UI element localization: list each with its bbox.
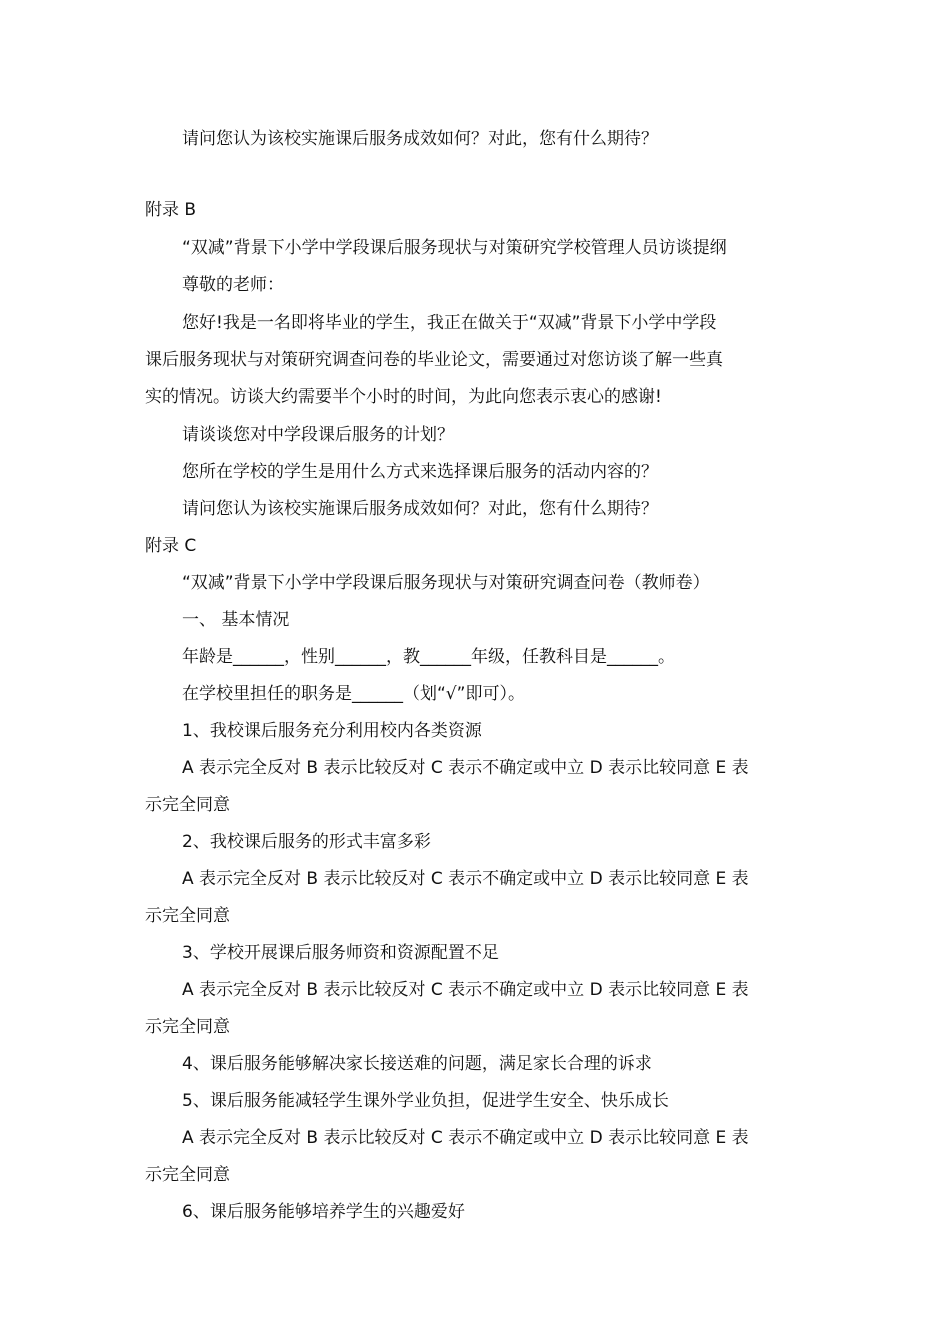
interview-question-3: 请问您认为该校实施课后服务成效如何？对此，您有什么期待？ <box>182 499 658 519</box>
interview-outline-title: “双减”背景下小学中学段课后服务现状与对策研究学校管理人员访谈提纲 <box>182 238 727 258</box>
intro-paragraph-line-3: 实的情况。访谈大约需要半个小时的时间，为此向您表示衷心的感谢! <box>145 387 662 407</box>
item-6: 6、课后服务能够培养学生的兴趣爱好 <box>182 1202 465 1222</box>
item-2: 2、我校课后服务的形式丰富多彩 <box>182 832 431 852</box>
item-1: 1、我校课后服务充分利用校内各类资源 <box>182 721 482 741</box>
item-5-scale-line-2: 示完全同意 <box>145 1165 230 1185</box>
item-1-scale-line-1: A 表示完全反对 B 表示比较反对 C 表示不确定或中立 D 表示比较同意 E 表 <box>182 758 749 778</box>
item-5-scale-line-1: A 表示完全反对 B 表示比较反对 C 表示不确定或中立 D 表示比较同意 E 表 <box>182 1128 749 1148</box>
item-1-scale-line-2: 示完全同意 <box>145 795 230 815</box>
closing-question-a: 请问您认为该校实施课后服务成效如何？对此，您有什么期待？ <box>182 129 658 149</box>
item-2-scale-line-1: A 表示完全反对 B 表示比较反对 C 表示不确定或中立 D 表示比较同意 E 表 <box>182 869 749 889</box>
appendix-b-heading: 附录 B <box>145 200 197 220</box>
intro-paragraph-line-2: 课后服务现状与对策研究调查问卷的毕业论文，需要通过对您访谈了解一些真 <box>145 350 723 370</box>
item-3-scale-line-1: A 表示完全反对 B 表示比较反对 C 表示不确定或中立 D 表示比较同意 E 表 <box>182 980 749 1000</box>
interview-question-1: 请谈谈您对中学段课后服务的计划？ <box>182 425 454 445</box>
item-4: 4、课后服务能够解决家长接送难的问题，满足家长合理的诉求 <box>182 1054 652 1074</box>
item-5: 5、课后服务能减轻学生课外学业负担，促进学生安全、快乐成长 <box>182 1091 669 1111</box>
teacher-questionnaire-title: “双减”背景下小学中学段课后服务现状与对策研究调查问卷（教师卷） <box>182 573 710 593</box>
basic-info-fields: 年龄是______，性别______，教______年级，任教科目是______。 <box>182 647 675 667</box>
item-3-scale-line-2: 示完全同意 <box>145 1017 230 1037</box>
position-field: 在学校里担任的职务是______（划“√”即可）。 <box>182 684 525 704</box>
salutation: 尊敬的老师： <box>182 275 284 295</box>
intro-paragraph-line-1: 您好!我是一名即将毕业的学生，我正在做关于“双减”背景下小学中学段 <box>182 313 717 333</box>
item-3: 3、学校开展课后服务师资和资源配置不足 <box>182 943 499 963</box>
item-2-scale-line-2: 示完全同意 <box>145 906 230 926</box>
appendix-c-heading: 附录 C <box>145 536 197 556</box>
section-basic-info: 一、 基本情况 <box>182 610 290 630</box>
interview-question-2: 您所在学校的学生是用什么方式来选择课后服务的活动内容的？ <box>182 462 658 482</box>
